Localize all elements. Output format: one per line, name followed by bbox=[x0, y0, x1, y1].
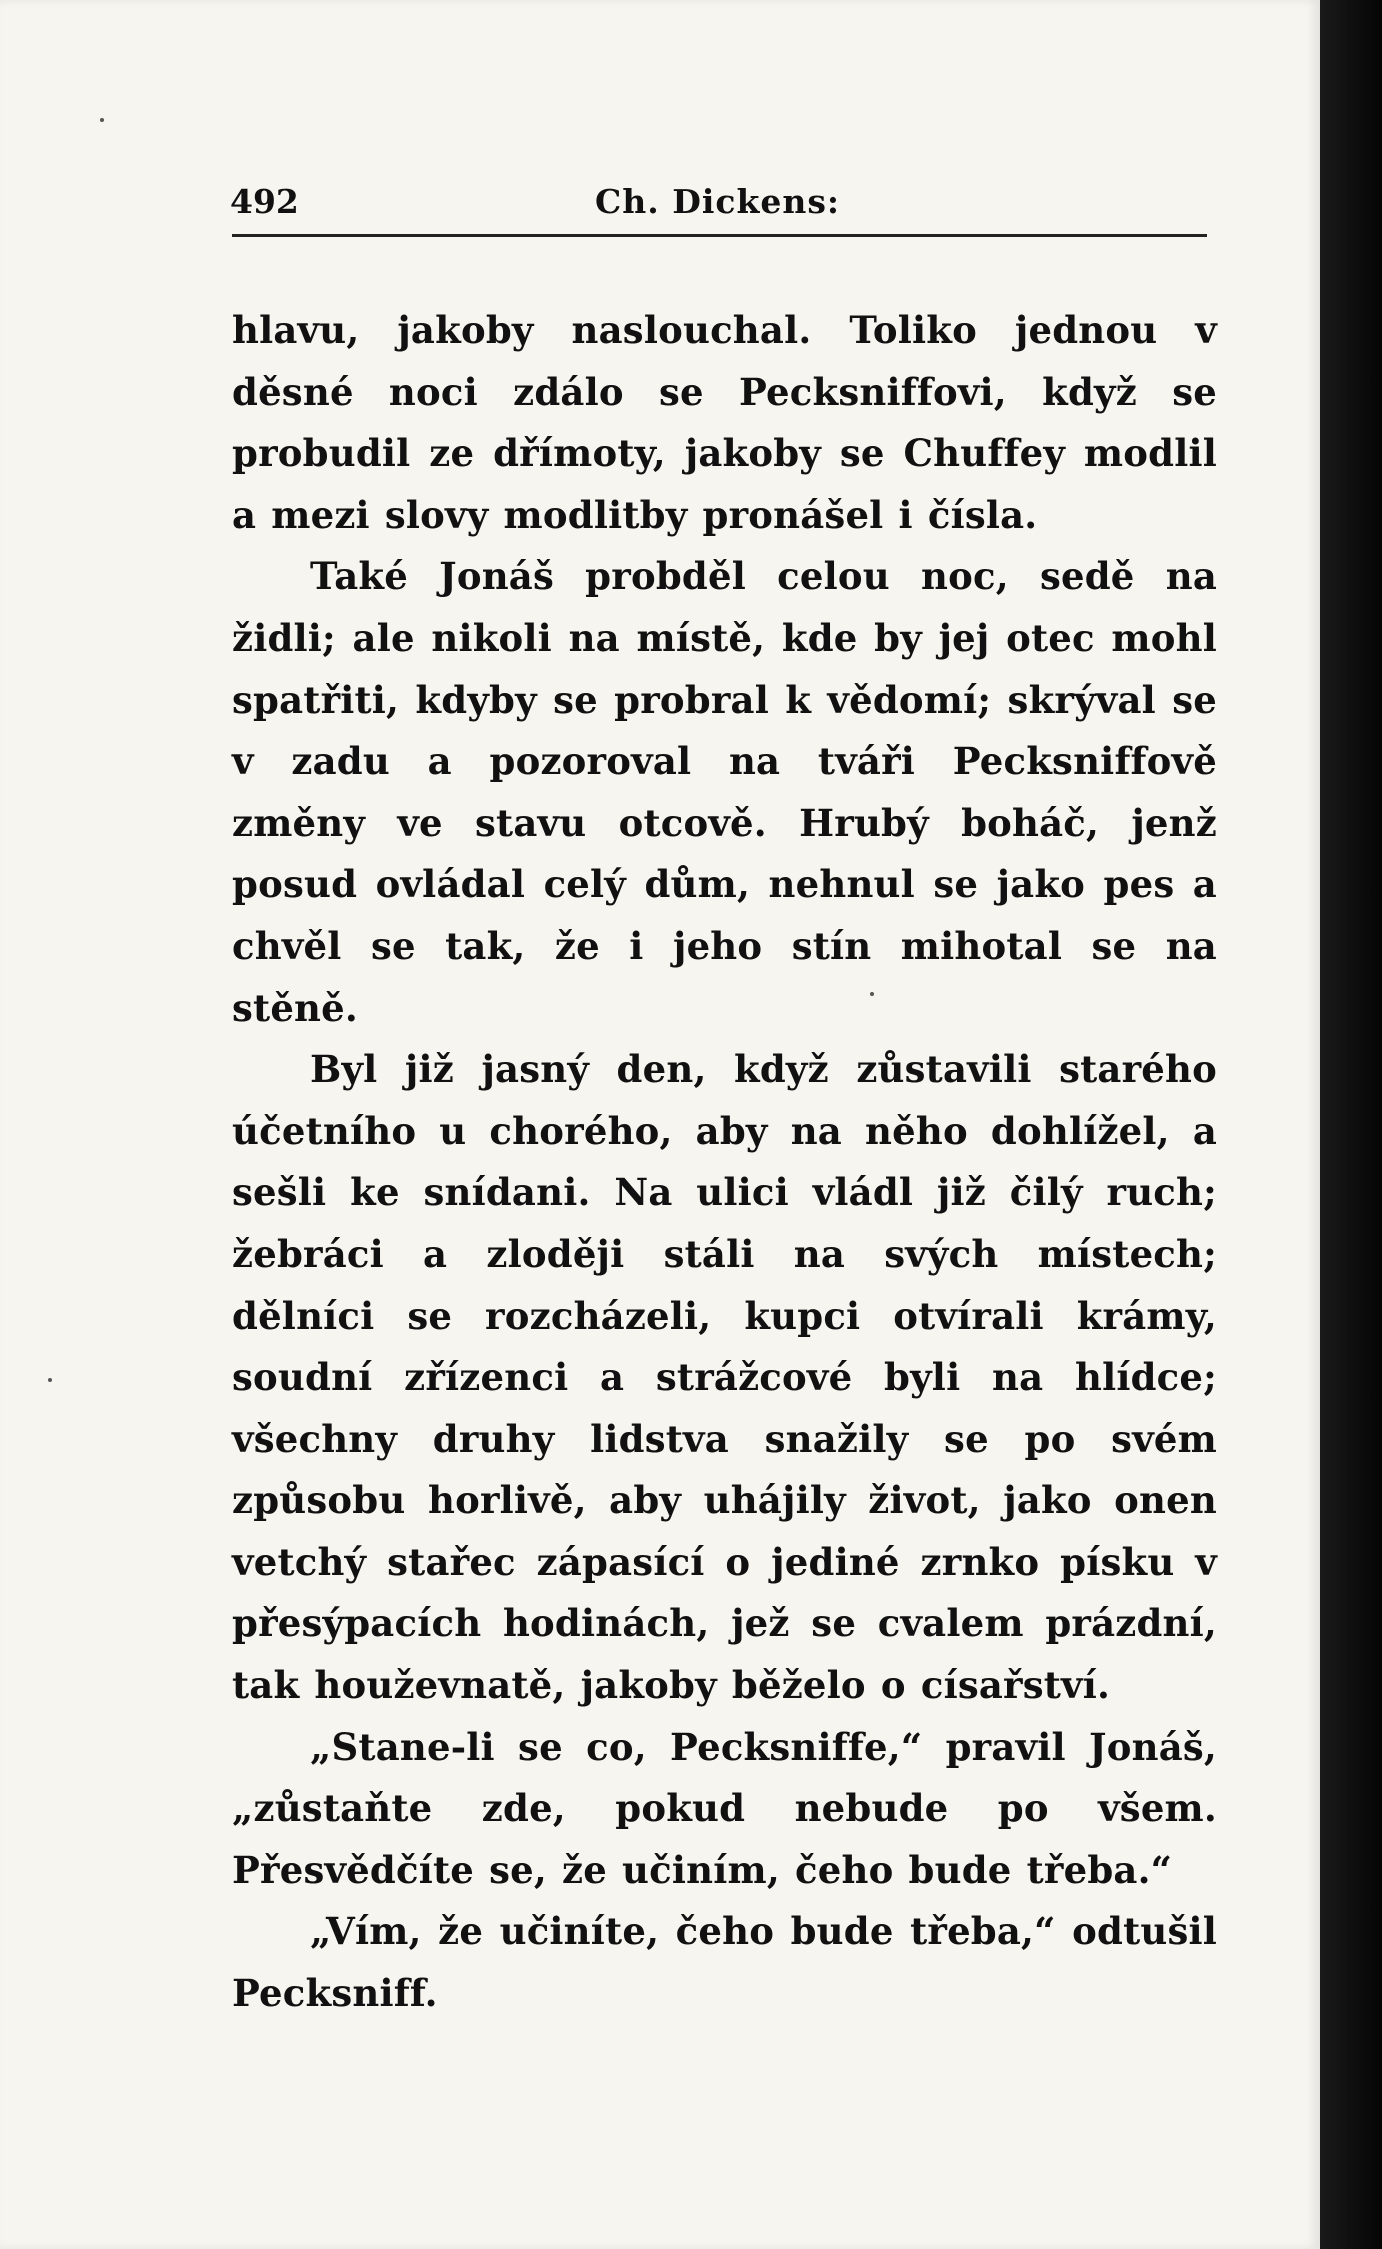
paragraph-5: „Vím, že učiníte, čeho bude třeba,“ odtušil Pecksniff. bbox=[232, 1909, 1217, 2016]
print-speck bbox=[870, 992, 874, 996]
paragraph-3: Byl již jasný den, když zůstavili starého účetního u chorého, aby na něho dohlížel, a sešli ke snídani. Na ulici vládl již čilý ruch; žebráci a zloději stáli na svých místech; dělníci se rozcházeli, kupci otvírali krámy, soudní zřízenci a strážcové byli na hlídce; všechny druhy lidstva snažily se po svém způsobu horlivě, aby uhájily život, jako onen vetchý stařec zápasící o jediné zrnko písku v přesýpacích hodinách, jež se cvalem prázdní, tak houževnatě, jakoby běželo o císařství. bbox=[232, 1047, 1217, 1708]
print-speck bbox=[48, 1378, 52, 1382]
print-speck bbox=[100, 118, 104, 122]
page-number: 492 bbox=[230, 182, 299, 221]
paragraph-4: „Stane-li se co, Pecksniffe,“ pravil Jonáš, „zůstaňte zde, pokud nebude po všem. Přesvědčíte se, že učiním, čeho bude třeba.“ bbox=[232, 1724, 1217, 1892]
header-rule bbox=[232, 234, 1207, 237]
paragraph-1: hlavu, jakoby naslouchal. Toliko jednou v děsné noci zdálo se Pecksniffovi, když se probudil ze dřímoty, jakoby se Chuffey modlil a mezi slovy modlitby pronášel i čísla. bbox=[232, 308, 1217, 537]
page-header bbox=[230, 168, 1210, 228]
body-text bbox=[232, 300, 1217, 2025]
scan-edge bbox=[1320, 0, 1382, 2249]
paragraph-2: Také Jonáš probděl celou noc, sedě na židli; ale nikoli na místě, kde by jej otec mohl spatřiti, kdyby se probral k vědomí; skrýval se v zadu a pozoroval na tváři Pecksniffově změny ve stavu otcově. Hrubý boháč, jenž posud ovládal celý dům, nehnul se jako pes a chvěl se tak, že i jeho stín mihotal se na stěně. bbox=[232, 554, 1217, 1030]
running-head: Ch. Dickens: bbox=[595, 182, 841, 221]
